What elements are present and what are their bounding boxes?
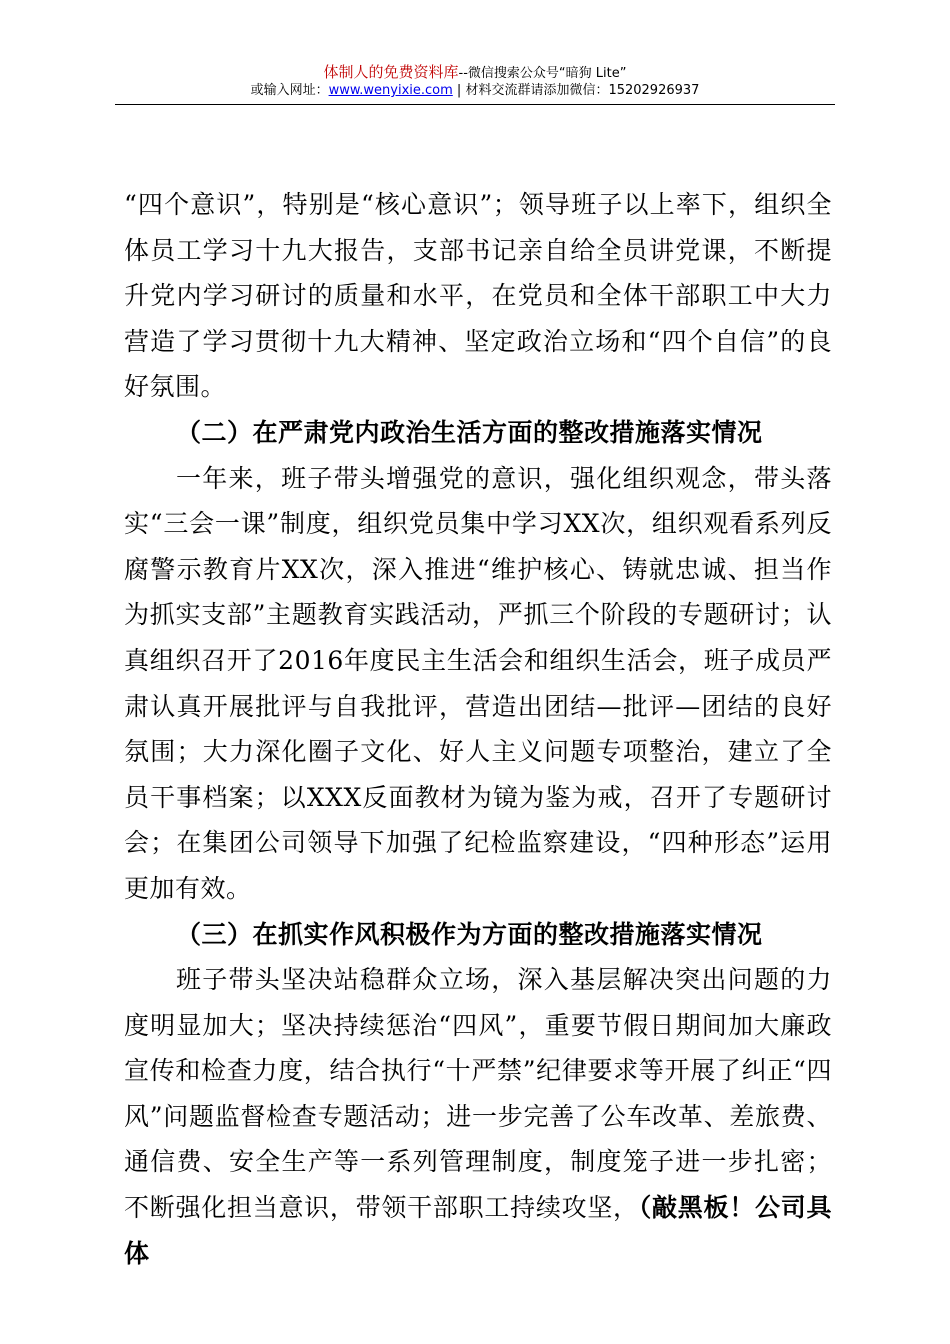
header-brand: 体制人的免费资料库 bbox=[323, 63, 459, 81]
paragraph-3 bbox=[124, 957, 832, 1276]
page-header bbox=[0, 64, 950, 99]
section-heading-3: （三）在抓实作风积极作为方面的整改措施落实情况 bbox=[176, 919, 763, 949]
paragraph-1: “四个意识”，特别是“核心意识”；领导班子以上率下，组织全体员工学习十九大报告，支部书记亲自给全员讲党课，不断提升党内学习研讨的质量和水平，在党员和全体干部职工中大力营造了学习贯彻十九大精神、坚定政治立场和“四个自信”的良好氛围。 bbox=[124, 190, 832, 402]
header-url-link[interactable]: www.wenyixie.com bbox=[328, 83, 453, 98]
header-contact: | 材料交流群请添加微信：15202926937 bbox=[452, 83, 700, 98]
document-body bbox=[124, 182, 832, 1276]
header-divider bbox=[115, 104, 835, 105]
section-heading-2: （二）在严肃党内政治生活方面的整改措施落实情况 bbox=[176, 417, 763, 447]
paragraph-3-emphasis: （敲黑板！公司具体 bbox=[124, 1193, 832, 1268]
header-tagline: --微信搜索公众号“暗狗 Lite” bbox=[458, 66, 627, 81]
header-url-prefix: 或输入网址： bbox=[250, 83, 329, 98]
header-line-1 bbox=[0, 64, 950, 82]
paragraph-2: 一年来，班子带头增强党的意识，强化组织观念，带头落实“三会一课”制度，组织党员集中学习XX次，组织观看系列反腐警示教育片XX次，深入推进“维护核心、铸就忠诚、担当作为抓实支部”主题教育实践活动，严抓三个阶段的专题研讨；认真组织召开了2016年度民主生活会和组织生活会，班子成员严肃认真开展批评与自我批评，营造出团结—批评—团结的良好氛围；大力深化圈子文化、好人主义问题专项整治，建立了全员干事档案；以XXX反面教材为镜为鉴为戒，召开了专题研讨会；在集团公司领导下加强了纪检监察建设，“四种形态”运用更加有效。 bbox=[124, 463, 832, 903]
paragraph-3-text: 班子带头坚决站稳群众立场，深入基层解决突出问题的力度明显加大；坚决持续惩治“四风”，重要节假日期间加大廉政宣传和检查力度，结合执行“十严禁”纪律要求等开展了纠正“四风”问题监督检查专题活动；进一步完善了公车改革、差旅费、通信费、安全生产等一系列管理制度，制度笼子进一步扎密；不断强化担当意识，带领干部职工持续攻坚， bbox=[124, 965, 832, 1223]
header-line-2 bbox=[0, 82, 950, 99]
